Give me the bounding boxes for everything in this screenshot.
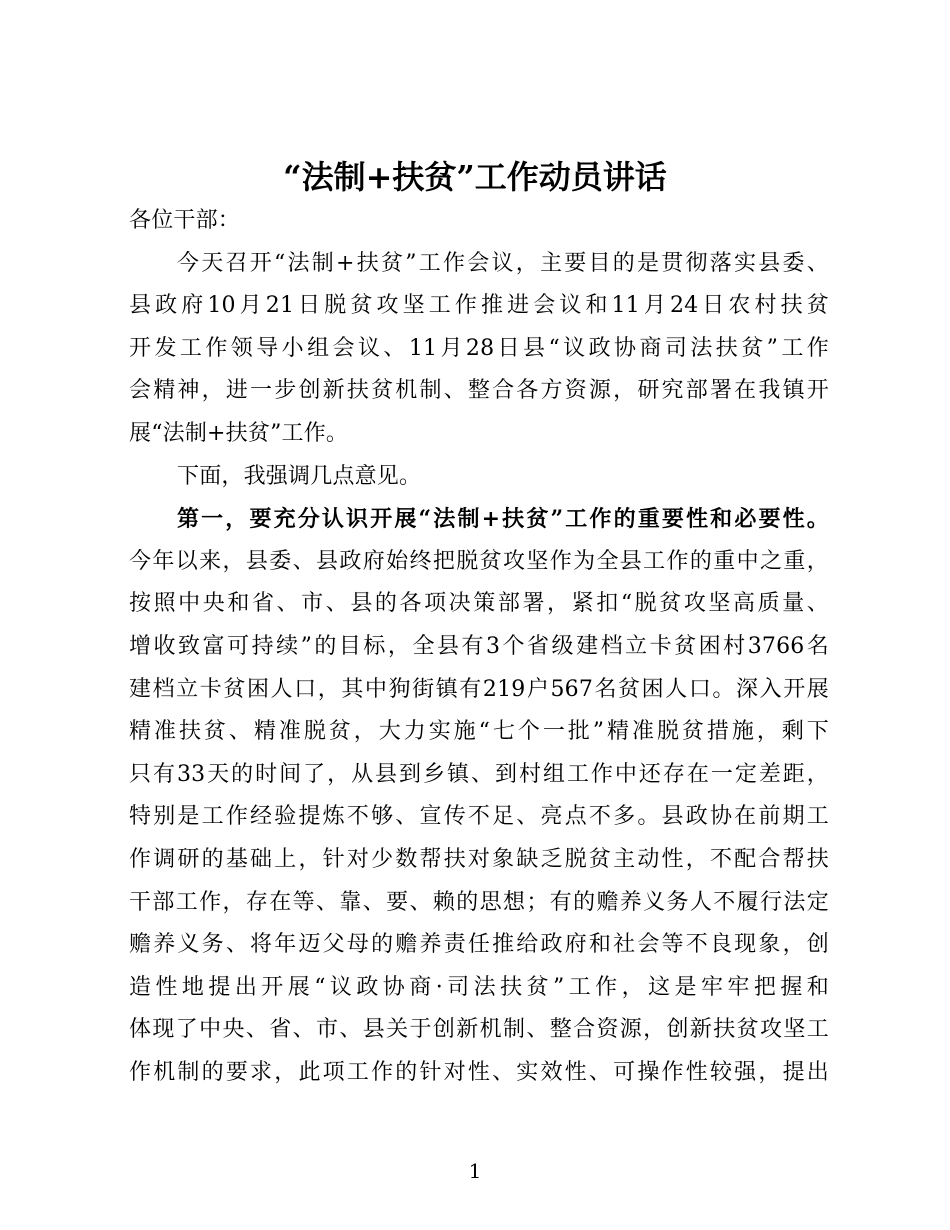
document-body	[129, 200, 829, 1094]
document-title: “法制+扶贫”工作动员讲话	[283, 158, 667, 196]
body-line: 作调研的基础上，针对少数帮扶对象缺乏脱贫主动性，不配合帮扶	[129, 846, 829, 872]
body-line: 按照中央和省、市、县的各项决策部署，紧扣“脱贫攻坚高质量、	[129, 591, 829, 617]
body-line: 作机制的要求，此项工作的针对性、实效性、可操作性较强，提出	[129, 1059, 829, 1085]
body-line: 特别是工作经验提炼不够、宣传不足、亮点不多。县政协在前期工	[129, 804, 829, 830]
body-line: 展“法制+扶贫”工作。	[129, 420, 349, 446]
salutation: 各位干部：	[129, 208, 241, 233]
body-line: 体现了中央、省、市、县关于创新机制、整合资源，创新扶贫攻坚工	[129, 1017, 829, 1043]
body-line: 开发工作领导小组会议、11月28日县“议政协商司法扶贫”工作	[129, 335, 829, 361]
body-line: 会精神，进一步创新扶贫机制、整合各方资源，研究部署在我镇开	[129, 378, 829, 404]
body-line: 精准扶贫、精准脱贫，大力实施“七个一批”精准脱贫措施，剩下	[129, 719, 829, 745]
body-line: 增收致富可持续”的目标，全县有3个省级建档立卡贫困村3766名	[129, 633, 829, 659]
body-line: 建档立卡贫困人口，其中狗街镇有219户567名贫困人口。深入开展	[129, 676, 829, 702]
page-number: 1	[468, 1159, 482, 1183]
body-line: 今年以来，县委、县政府始终把脱贫攻坚作为全县工作的重中之重，	[129, 548, 829, 574]
body-line: 县政府10月21日脱贫攻坚工作推进会议和11月24日农村扶贫	[129, 293, 829, 319]
body-line: 赡养义务、将年迈父母的赡养责任推给政府和社会等不良现象，创	[129, 932, 829, 958]
body-line: 下面，我强调几点意见。	[177, 463, 422, 489]
body-line: 造性地提出开展“议政协商·司法扶贫”工作，这是牢牢把握和	[129, 974, 829, 1000]
body-lines	[129, 243, 829, 1095]
body-line: 今天召开“法制+扶贫”工作会议，主要目的是贯彻落实县委、	[177, 250, 829, 276]
body-line: 第一，要充分认识开展“法制+扶贫”工作的重要性和必要性。	[177, 506, 829, 533]
body-line: 干部工作，存在等、靠、要、赖的思想；有的赡养义务人不履行法定	[129, 889, 829, 915]
body-line: 只有33天的时间了，从县到乡镇、到村组工作中还存在一定差距，	[129, 761, 829, 787]
